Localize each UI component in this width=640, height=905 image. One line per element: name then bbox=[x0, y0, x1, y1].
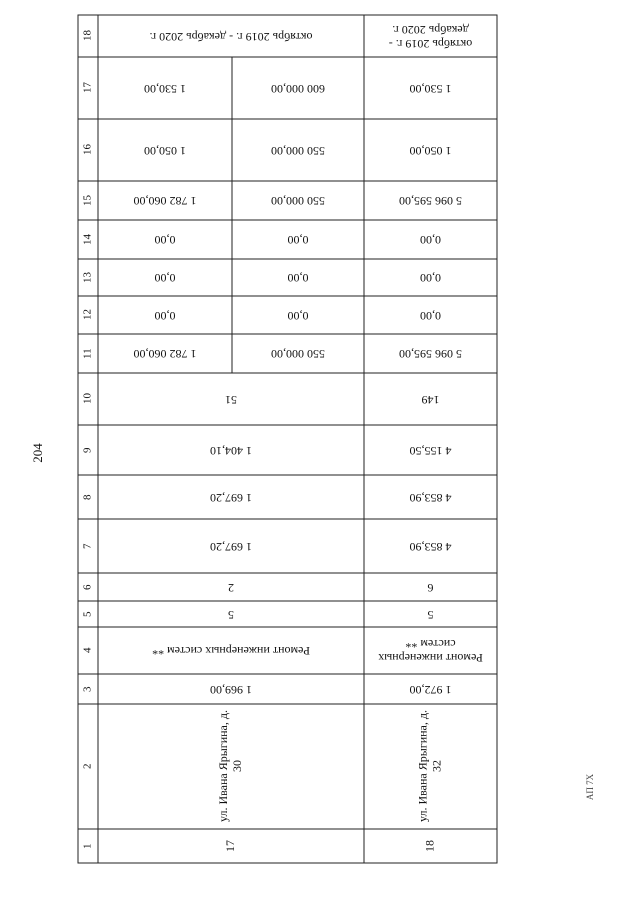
row17-col5: 5 bbox=[228, 607, 234, 622]
col-header-13: 13 bbox=[81, 272, 94, 283]
col-header-3: 3 bbox=[81, 686, 94, 692]
row17-col11a: 1 782 060,00 bbox=[133, 347, 197, 362]
col-header-8: 8 bbox=[81, 494, 94, 500]
col-header-5: 5 bbox=[81, 611, 94, 617]
row18-col17: 1 530,00 bbox=[409, 81, 452, 96]
row17-col12b: 0,00 bbox=[287, 308, 309, 323]
row17-col16a: 1 050,00 bbox=[144, 143, 186, 158]
row17-period: октябрь 2019 г. - декабрь 2020 г. bbox=[149, 29, 313, 44]
col-header-9: 9 bbox=[81, 447, 94, 453]
row18-col10: 149 bbox=[421, 392, 440, 407]
col-header-14: 14 bbox=[81, 234, 94, 245]
row18-work-type: Ремонт инженерных систем ** bbox=[378, 637, 483, 666]
row17-col11b: 550 000,00 bbox=[271, 347, 325, 362]
row17-col16b: 550 000,00 bbox=[271, 143, 325, 158]
row18-col9: 4 155,50 bbox=[409, 443, 452, 458]
col-header-15: 15 bbox=[81, 195, 94, 206]
row17-col15b: 550 000,00 bbox=[271, 194, 325, 209]
row17-area: 1 969,00 bbox=[210, 682, 252, 697]
row17-col15a: 1 782 060,00 bbox=[133, 194, 197, 209]
row17-number: 17 bbox=[223, 840, 238, 852]
col-header-10: 10 bbox=[81, 393, 94, 405]
row18-period: октябрь 2019 г. - декабрь 2020 г. bbox=[388, 23, 473, 51]
row17-address: ул. Ивана Ярыгина, д. 30 bbox=[216, 710, 244, 823]
row18-col12: 0,00 bbox=[420, 308, 441, 323]
row17-col7: 1 697,20 bbox=[210, 539, 252, 554]
col-header-12: 12 bbox=[81, 309, 94, 321]
col-header-11: 11 bbox=[81, 348, 94, 359]
row17-col9: 1 404,10 bbox=[210, 443, 252, 458]
row18-col14: 0,00 bbox=[420, 233, 441, 248]
row18-col15: 5 096 595,00 bbox=[399, 194, 462, 209]
row18-col7: 4 853,90 bbox=[409, 539, 452, 554]
col-header-7: 7 bbox=[81, 543, 94, 549]
row17-col14a: 0,00 bbox=[154, 233, 176, 248]
row17-col10: 51 bbox=[225, 392, 237, 407]
row18-area: 1 972,00 bbox=[409, 682, 452, 697]
row17-col8: 1 697,20 bbox=[210, 490, 252, 505]
row18-col6: 6 bbox=[427, 580, 434, 595]
col-header-6: 6 bbox=[81, 584, 94, 590]
row18-col5: 5 bbox=[427, 607, 434, 622]
row17-col12a: 0,00 bbox=[154, 308, 176, 323]
row17-col13b: 0,00 bbox=[287, 271, 309, 286]
page-number: 204 bbox=[30, 443, 45, 463]
row18-col13: 0,00 bbox=[420, 271, 441, 286]
page-stamp: АП 7Х bbox=[585, 773, 595, 801]
row17-work-type: Ремонт инженерных систем ** bbox=[152, 644, 310, 659]
col-header-17: 17 bbox=[81, 82, 94, 94]
row18-col16: 1 050,00 bbox=[409, 143, 452, 158]
row17-col17b: 600 000,00 bbox=[271, 81, 325, 96]
row18-col8: 4 853,90 bbox=[409, 490, 452, 505]
col-header-2: 2 bbox=[81, 763, 94, 770]
col-header-18: 18 bbox=[81, 30, 94, 42]
row18-number: 18 bbox=[422, 840, 437, 852]
col-header-16: 16 bbox=[81, 144, 94, 156]
row18-col11: 5 096 595,00 bbox=[399, 347, 462, 362]
row17-col13a: 0,00 bbox=[154, 271, 176, 286]
col-header-1: 1 bbox=[81, 843, 94, 849]
row17-col17a: 1 530,00 bbox=[144, 81, 186, 96]
row18-address: ул. Ивана Ярыгина, д. 32 bbox=[415, 710, 444, 823]
row17-col14b: 0,00 bbox=[287, 233, 309, 248]
col-header-4: 4 bbox=[81, 647, 94, 654]
row17-col6: 2 bbox=[228, 580, 234, 595]
